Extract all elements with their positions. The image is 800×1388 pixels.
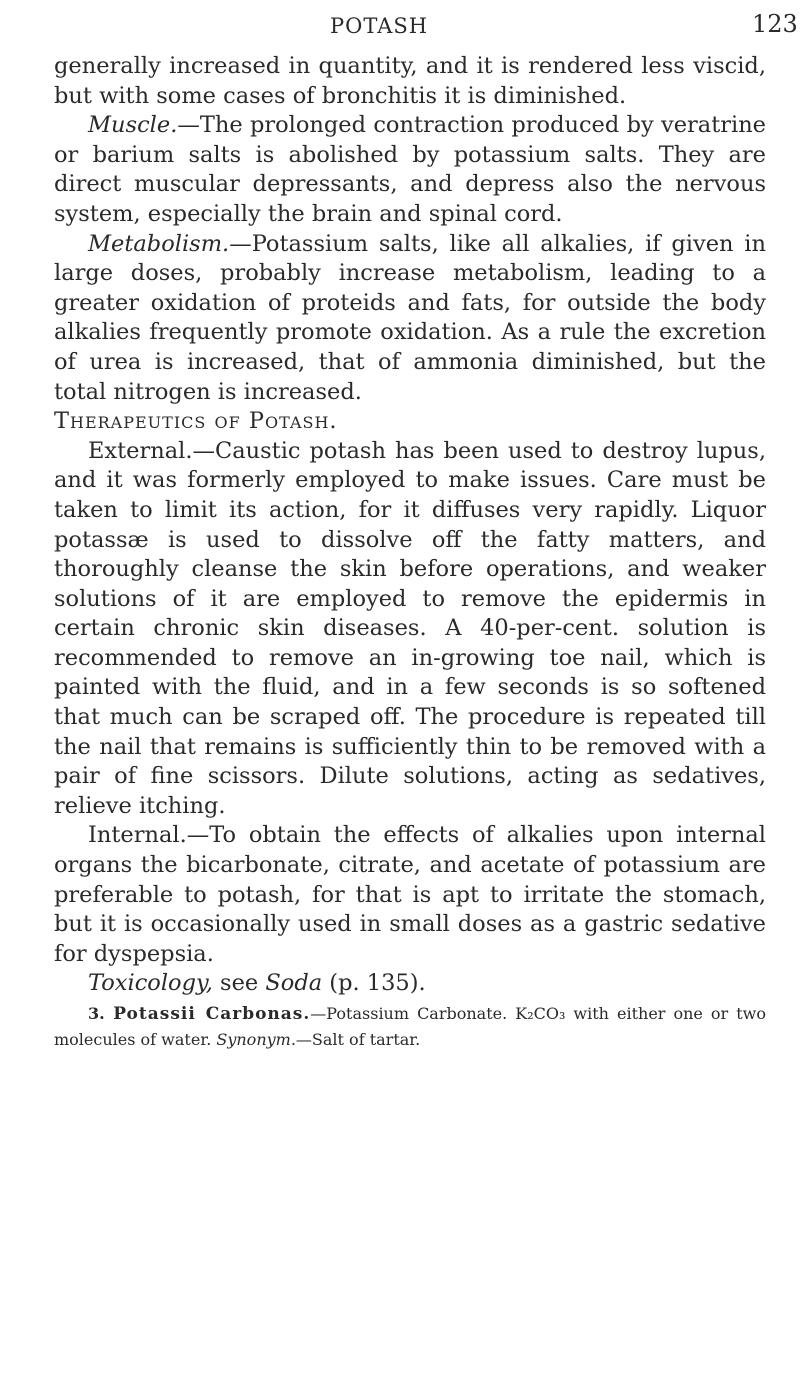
run-in-label-muscle: Muscle. bbox=[88, 112, 178, 139]
entry-potassii-carbonas bbox=[54, 1001, 766, 1053]
synonym-label: Synonym. bbox=[216, 1030, 296, 1049]
paragraph-toxicology bbox=[54, 969, 766, 999]
page-header bbox=[0, 8, 800, 48]
paragraph-metabolism bbox=[54, 230, 766, 408]
run-in-label-metabolism: Metabolism. bbox=[88, 230, 230, 257]
run-in-label-external: External. bbox=[88, 437, 193, 464]
page-body bbox=[54, 52, 766, 1053]
paragraph-continuation bbox=[54, 52, 766, 111]
entry-title: Potassii Carbonas. bbox=[113, 1004, 311, 1024]
page-number: 123 bbox=[752, 10, 798, 38]
synonym-text: —Salt of tartar. bbox=[295, 1030, 421, 1049]
paragraph-text: —Potassium salts, like all alkalies, if given in large doses, probably increase metabolism, leading to a greater oxidation of proteids and fats, for outside the body alkalies frequently promote oxidation. As a rule the excretion of urea is increased, that of ammonia diminished, but the total nitrogen is increased. bbox=[54, 230, 766, 405]
paragraph-text: generally increased in quantity, and it is rendered less viscid, but with some cases of bronchitis it is diminished. bbox=[54, 53, 766, 109]
entry-number: 3. bbox=[88, 1004, 114, 1023]
paragraph-text: —The prolonged contraction produced by veratrine or barium salts is abolished by potassium salts. They are direct muscular depressants, and depress also the nervous system, especially the brain and spinal cord. bbox=[54, 112, 766, 227]
paragraph-muscle bbox=[54, 111, 766, 229]
entry-text: —Potassium Carbonate. K₂CO₃ with either one or two molecules of water. bbox=[54, 1004, 766, 1049]
toxicology-see: see bbox=[212, 970, 266, 997]
toxicology-label: Toxicology, bbox=[88, 970, 213, 997]
running-head: POTASH bbox=[330, 14, 429, 38]
toxicology-page: (p. 135). bbox=[322, 970, 426, 997]
paragraph-text: —Caustic potash has been used to destroy lupus, and it was formerly employed to make issues. Care must be taken to limit its action, for it diffuses very rapidly. Liquor potassæ is used to dissolve off the fatty matters, and thoroughly cleanse the skin before operations, and weaker solutions of it are employed to remove the epidermis in certain chronic skin diseases. A 40-per-cent. solution is recommended to remove an in-growing toe nail, which is painted with the fluid, and in a few seconds is so softened that much can be scraped off. The procedure is repeated till the nail that remains is sufficiently thin to be removed with a pair of fine scissors. Dilute solutions, acting as sedatives, relieve itching. bbox=[54, 437, 766, 819]
section-heading: Therapeutics of Potash. bbox=[54, 408, 338, 435]
paragraph-internal bbox=[54, 821, 766, 969]
paragraph-text: —To obtain the effects of alkalies upon internal organs the bicarbonate, citrate, and acetate of potassium are preferable to potash, for that is apt to irritate the stomach, but it is occasionally used in small doses as a gastric sedative for dyspepsia. bbox=[54, 822, 766, 967]
paragraph-external bbox=[54, 437, 766, 822]
run-in-label-internal: Internal. bbox=[88, 822, 187, 849]
toxicology-reference: Soda bbox=[265, 970, 323, 997]
